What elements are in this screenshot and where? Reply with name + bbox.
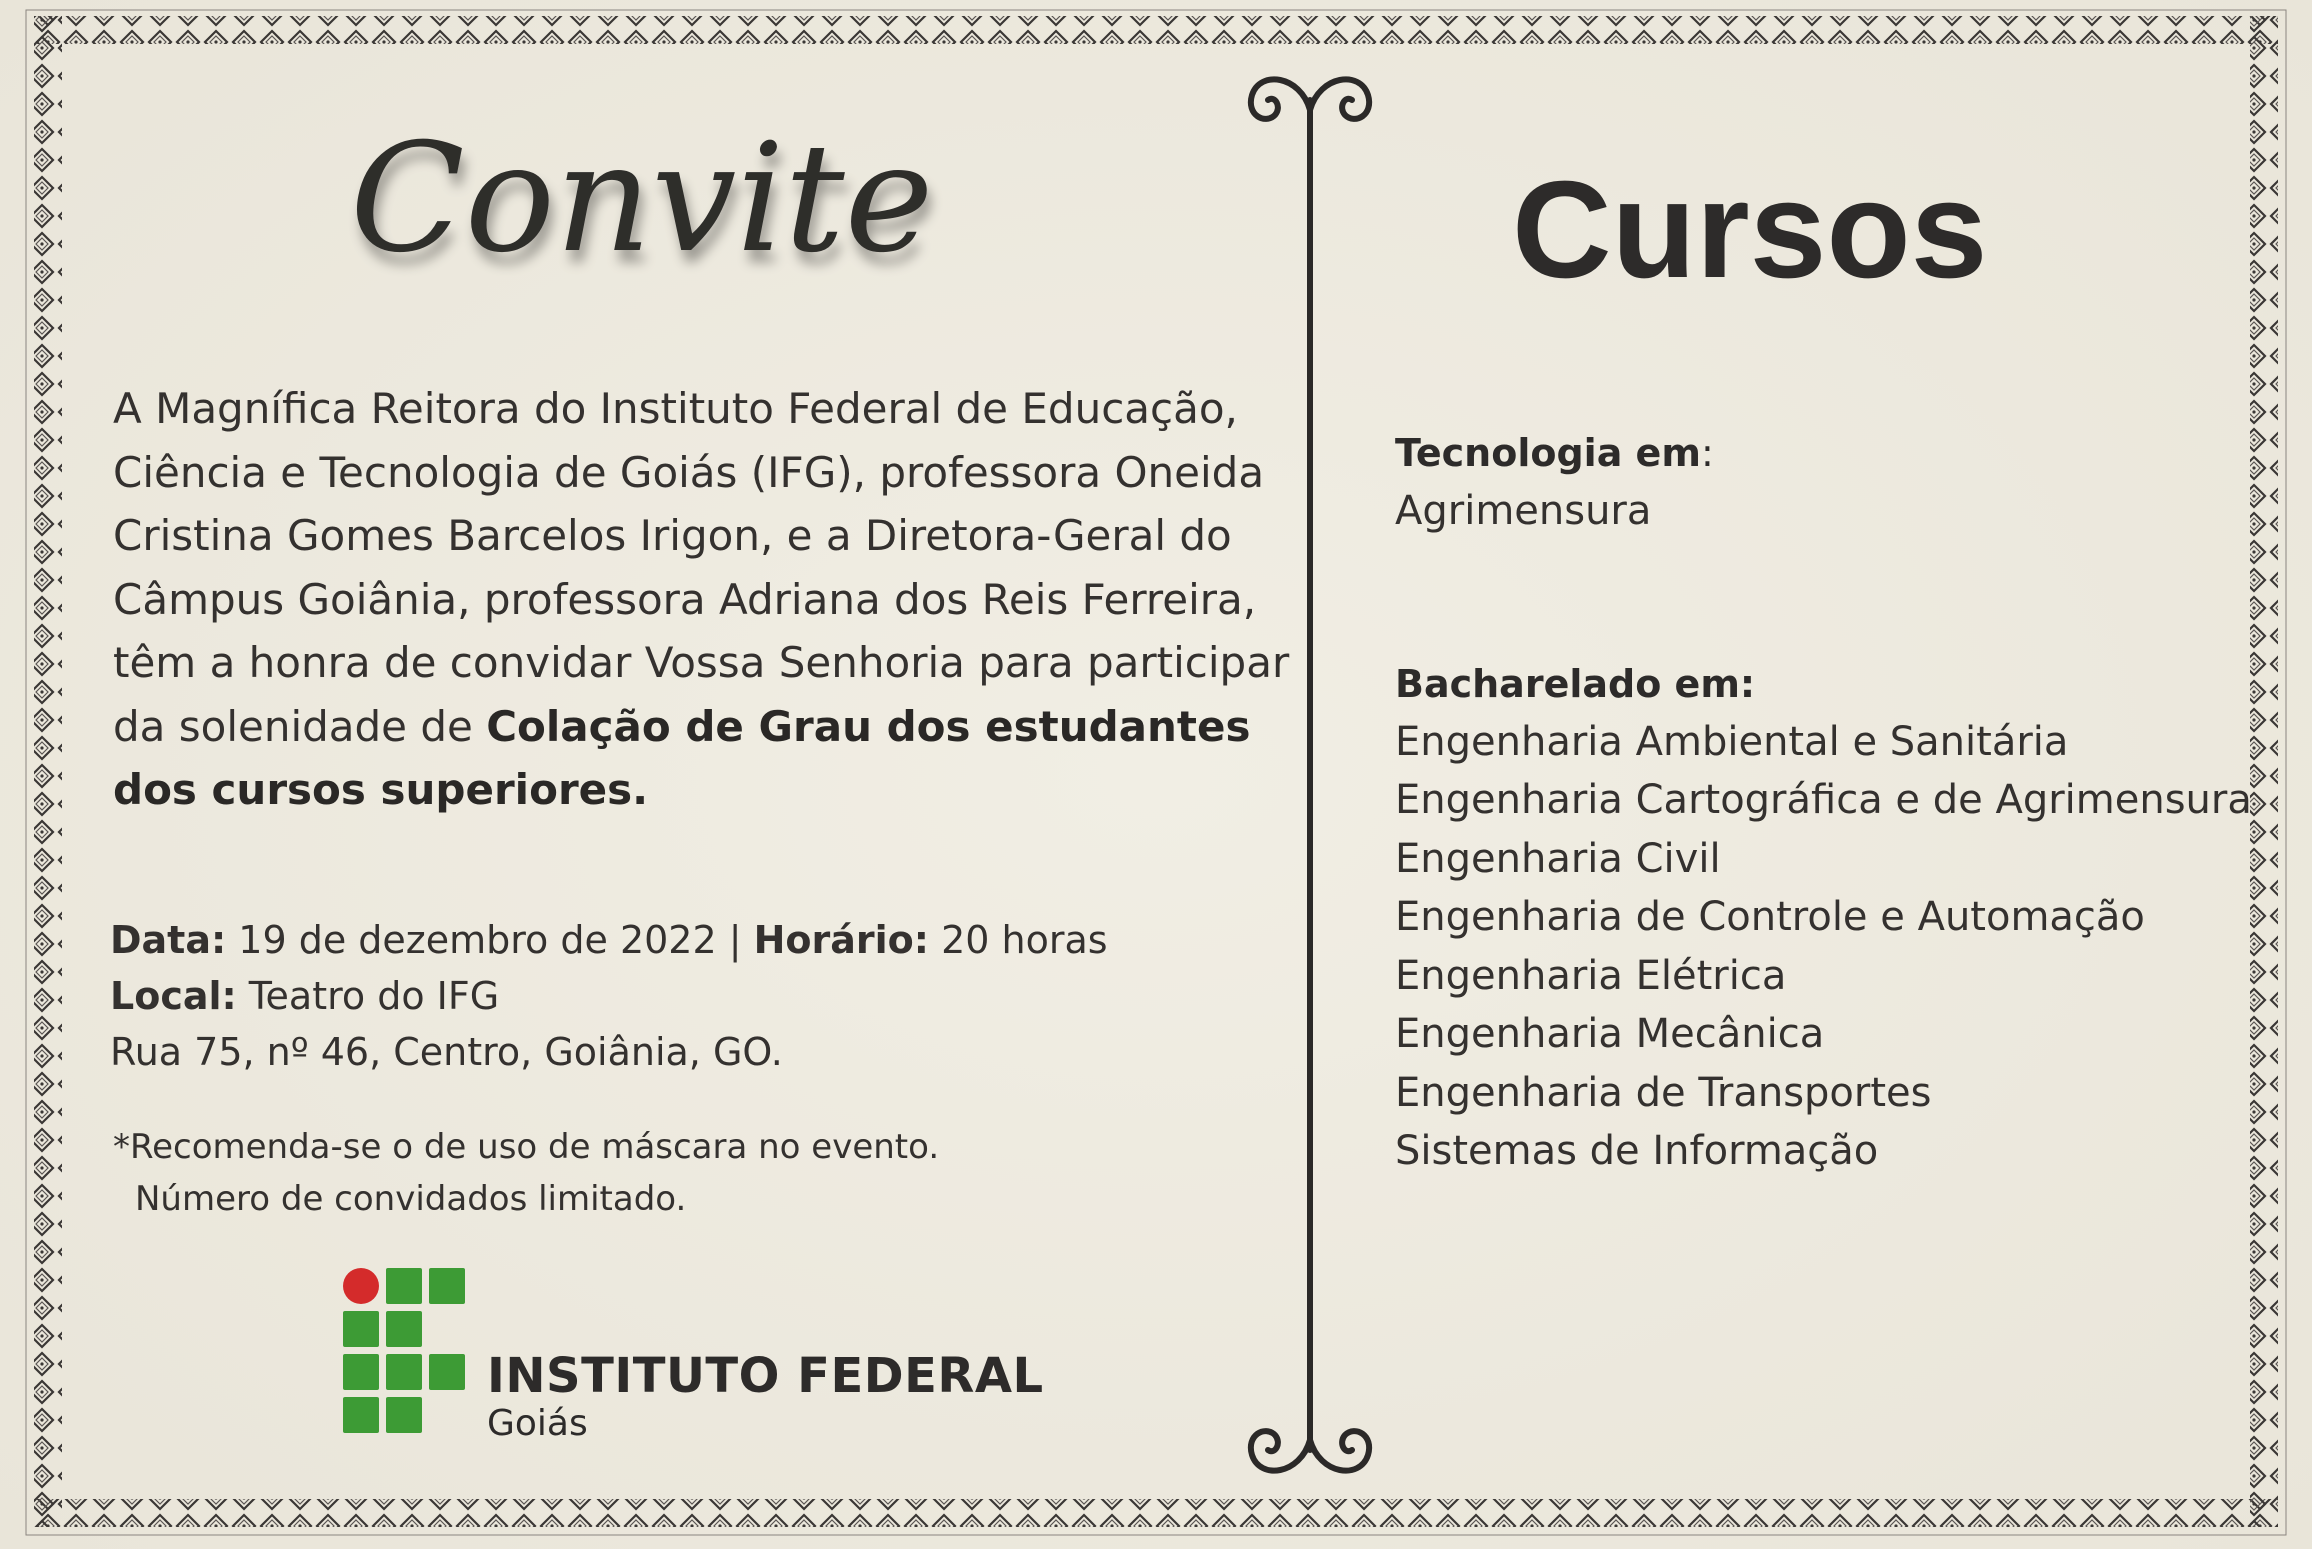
course-item: Engenharia de Transportes: [1395, 1069, 1932, 1116]
location-value: Teatro do IFG: [236, 974, 500, 1018]
note-mask: *Recomenda-se o de uso de máscara no evento.: [113, 1127, 940, 1167]
course-item: Engenharia Elétrica: [1395, 952, 1787, 999]
date-label: Data:: [110, 918, 227, 962]
bachelor-heading: Bacharelado em:: [1395, 661, 1756, 706]
institute-name: INSTITUTO FEDERAL: [487, 1348, 1044, 1404]
courses-list: [1395, 424, 2275, 1181]
date-value: 19 de dezembro de 2022 |: [226, 918, 754, 962]
location-line: [110, 968, 1260, 1024]
invite-title-text: Convite: [350, 112, 934, 286]
address-line: Rua 75, nº 46, Centro, Goiânia, GO.: [110, 1030, 783, 1074]
institute-logo: [343, 1268, 1043, 1448]
if-logo-icon: [343, 1268, 468, 1436]
time-value: 20 horas: [929, 918, 1108, 962]
course-item: Engenharia Cartográfica e de Agrimensura: [1395, 777, 2252, 823]
time-label: Horário:: [753, 918, 929, 962]
course-item: Agrimensura: [1395, 488, 1652, 534]
technology-heading-colon: :: [1700, 431, 1714, 475]
institute-state: Goiás: [487, 1403, 588, 1444]
note-guests: Número de convidados limitado.: [135, 1179, 687, 1219]
invite-title: [340, 60, 980, 300]
intro-text: A Magnífica Reitora do Instituto Federal de Educação, Ciência e Tecnologia de Goiás (IFG), professora Oneida Cristina Gomes Barcelos Irigon, e a Diretora-Geral do Câmpus Goiânia, professora Adriana dos Reis Ferreira, têm a honra de convidar Vossa Senhoria para participar da solenidade de: [113, 384, 1290, 751]
course-item: Engenharia Ambiental e Sanitária: [1395, 718, 2069, 765]
ornamental-divider: [1240, 70, 1380, 1480]
course-item: Engenharia Mecânica: [1395, 1011, 1825, 1057]
technology-heading-text: Tecnologia em: [1395, 431, 1701, 475]
courses-title: Cursos: [1512, 153, 1988, 307]
event-details: [110, 912, 1260, 1080]
date-time-line: [110, 912, 1260, 968]
location-label: Local:: [110, 974, 237, 1018]
invitation-paragraph: [113, 377, 1293, 822]
course-item: Engenharia de Controle e Automação: [1395, 894, 2145, 940]
course-item: Sistemas de Informação: [1395, 1128, 1879, 1174]
section-spacer: [1395, 541, 2275, 655]
event-note: [113, 1121, 1213, 1225]
logo-text: [487, 1348, 1044, 1444]
intro-bold-text: Colação de Grau dos estudantes dos cursos superiores.: [113, 701, 1251, 814]
technology-heading: [1395, 424, 2275, 482]
course-item: Engenharia Civil: [1395, 835, 1721, 882]
